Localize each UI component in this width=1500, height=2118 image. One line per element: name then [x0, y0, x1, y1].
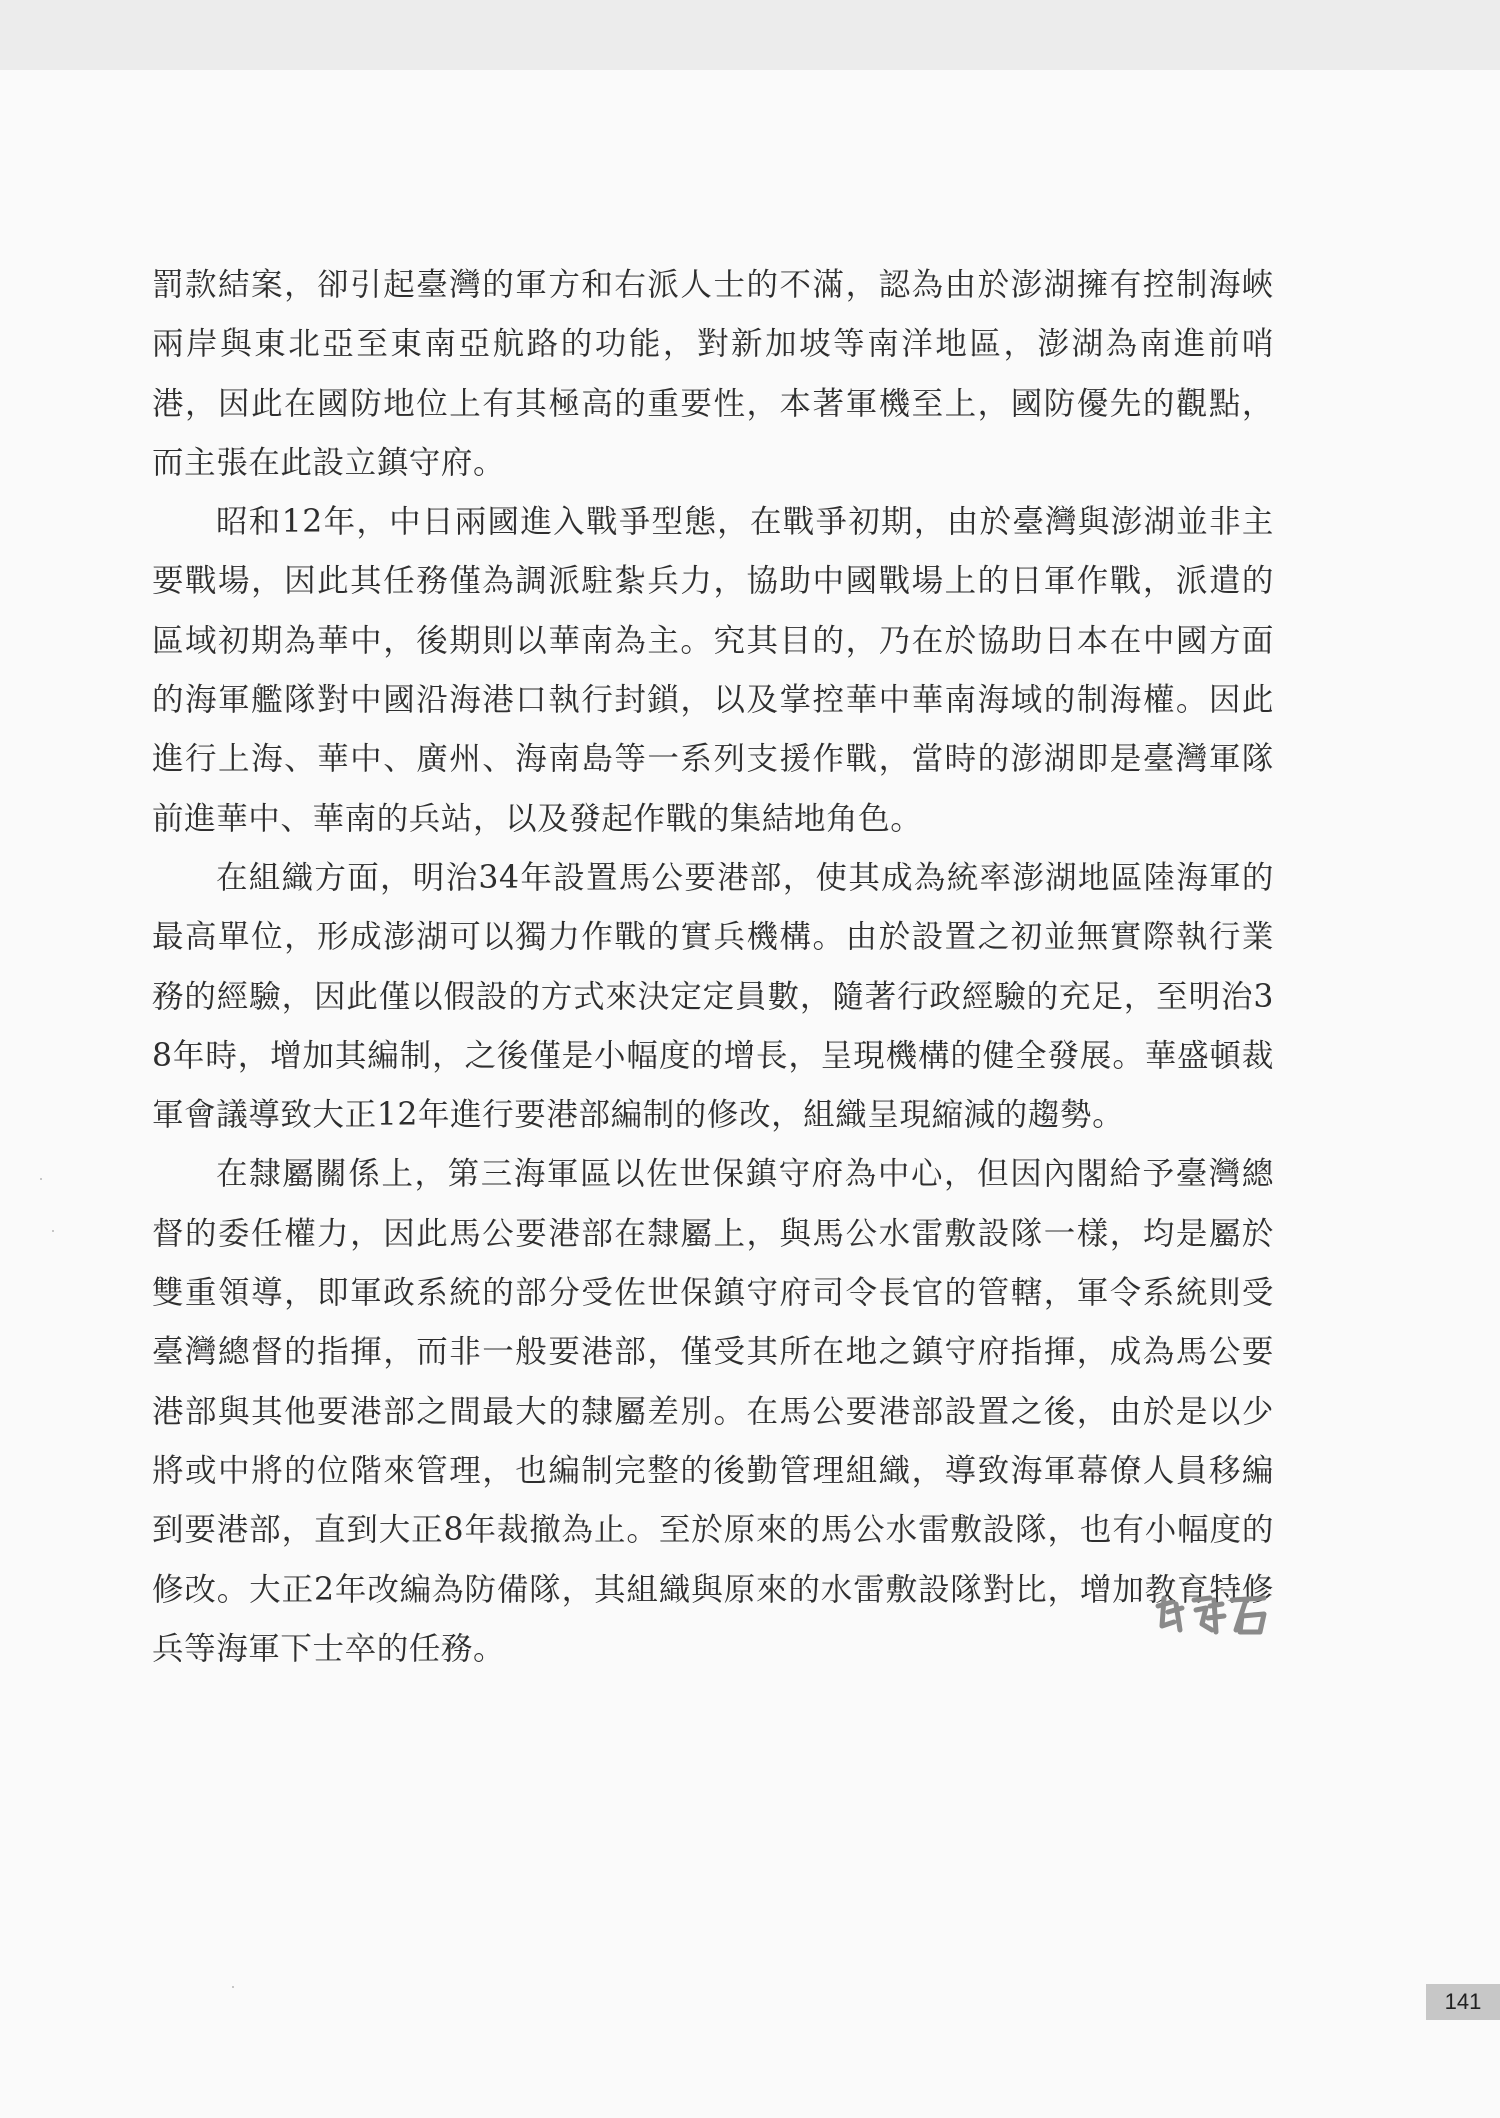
- paragraph: 在隸屬關係上，第三海軍區以佐世保鎮守府為中心，但因內閣給予臺灣總督的委任權力，因此馬公要港部在隸屬上，與馬公水雷敷設隊一樣，均是屬於雙重領導，即軍政系統的部分受佐世保鎮守府司令長官的管轄，軍令系統則受臺灣總督的指揮，而非一般要港部，僅受其所在地之鎮守府指揮，成為馬公要港部與其他要港部之間最大的隸屬差別。在馬公要港部設置之後，由於是以少將或中將的位階來管理，也編制完整的後勤管理組織，導致海軍幕僚人員移編到要港部，直到大正8年裁撤為止。至於原來的馬公水雷敷設隊，也有小幅度的修改。大正2年改編為防備隊，其組織與原來的水雷敷設隊對比，增加教育特修兵等海軍下士卒的任務。: [152, 1156, 1274, 1667]
- paragraph: 昭和12年，中日兩國進入戰爭型態，在戰爭初期，由於臺灣與澎湖並非主要戰場，因此其任務僅為調派駐紮兵力，協助中國戰場上的日軍作戰，派遣的區域初期為華中，後期則以華南為主。究其目的，乃在於協助日本在中國方面的海軍艦隊對中國沿海港口執行封鎖，以及掌控華中華南海域的制海權。因此進行上海、華中、廣州、海南島等一系列支援作戰，當時的澎湖即是臺灣軍隊前進華中、華南的兵站，以及發起作戰的集結地角色。: [152, 504, 1274, 837]
- section-end-stamp: [1152, 1592, 1272, 1638]
- body-text: [152, 256, 1274, 1679]
- page-number: 141: [1426, 1984, 1500, 2020]
- paragraph: 在組織方面，明治34年設置馬公要港部，使其成為統率澎湖地區陸海軍的最高單位，形成澎湖可以獨力作戰的實兵機構。由於設置之初並無實際執行業務的經驗，因此僅以假設的方式來決定定員數，隨著行政經驗的充足，至明治38年時，增加其編制，之後僅是小幅度的增長，呈現機構的健全發展。華盛頓裁軍會議導致大正12年進行要港部編制的修改，組織呈現縮減的趨勢。: [152, 859, 1274, 1134]
- paragraph: 罰款結案，卻引起臺灣的軍方和右派人士的不滿，認為由於澎湖擁有控制海峽兩岸與東北亞至東南亞航路的功能，對新加坡等南洋地區，澎湖為南進前哨港，因此在國防地位上有其極高的重要性，本著軍機至上，國防優先的觀點，而主張在此設立鎮守府。: [152, 267, 1274, 481]
- scan-speck: [52, 1230, 54, 1232]
- scan-top-margin: [0, 0, 1500, 70]
- scan-speck: [40, 1178, 42, 1180]
- scan-speck: [232, 1986, 234, 1988]
